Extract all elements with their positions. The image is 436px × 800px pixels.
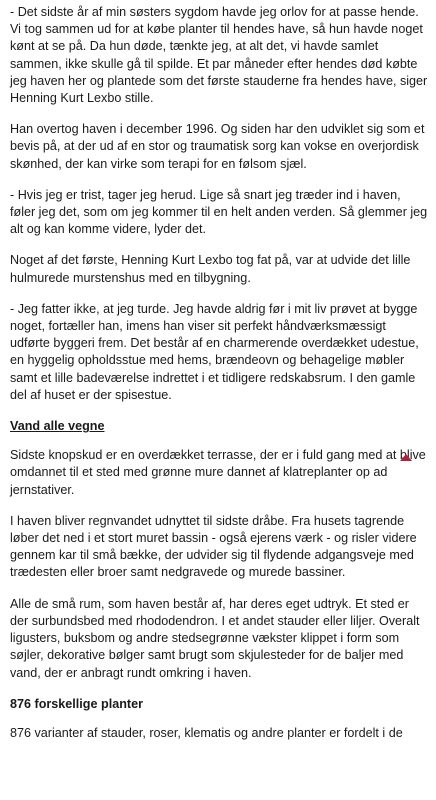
scroll-up-arrow-icon[interactable] [400,454,412,461]
article-body [10,4,428,756]
paragraph-5: - Jeg fatter ikke, at jeg turde. Jeg havde aldrig før i mit liv prøvet at bygge noget, fortæller han, imens han viser sit perfekt håndværksmæssigt udførte byggeri frem. Det består af en charmerende overdækket udestue, en hyggelig opholdsstue med hems, brændeovn og behagelige møbler samt et lille badeværelse indrettet i et tidligere redskabsrum. I den gamle del af huset er der spisestue. [10,301,419,402]
paragraph-1: - Det sidste år af min søsters sygdom havde jeg orlov for at passe hende. Vi tog sammen ud for at købe planter til hendes have, så hun havde noget kønt at se på. Da hun døde, tænkte jeg, at alt det, vi havde samlet sammen, ikke skulle gå til spilde. Et par måneder efter hendes død købte jeg haven her og plantede som det første stauderne fra hendes have, siger Henning Kurt Lexbo stille. [10,5,428,106]
paragraph-3: - Hvis jeg er trist, tager jeg herud. Lige så snart jeg træder ind i haven, føler jeg det, som om jeg kommer til en helt anden verden. Så glemmer jeg alt og kan komme videre, lyder det. [10,187,428,237]
paragraph-6: Sidste knopskud er en overdækket terrasse, der er i fuld gang med at blive omdannet til et sted med grønne mure dannet af klatreplanter op ad jernstativer. [10,448,426,497]
section-heading-vand: Vand alle vegne [10,419,105,434]
paragraph-2: Han overtog haven i december 1996. Og siden har den udviklet sig som et bevis på, at der ud af en stor og traumatisk sorg kan vokse en overjordisk skønhed, der kan virke som terapi for en følsom sjæl. [10,122,425,171]
paragraph-9: 876 varianter af stauder, roser, klematis og andre planter er fordelt i de [10,725,403,740]
section-heading-planter: 876 forskellige planter [10,696,143,711]
paragraph-4: Noget af det første, Henning Kurt Lexbo tog fat på, var at udvide det lille hulmurede murstenshus med en tilbygning. [10,253,411,285]
paragraph-8: Alle de små rum, som haven består af, har deres eget udtryk. Et sted er der surbundsbed med rhododendron. I et andet stauder eller liljer. Overalt ligusters, buksbom og andre stedsegrønne vækster klippet i form som søjler, dekorative bølger samt brugt som skjulesteder for de baljer med vand, der er anbragt rundt omkring i haven. [10,596,420,680]
paragraph-7: I haven bliver regnvandet udnyttet til sidste dråbe. Fra husets tagrende løber det ned i et stort muret bassin - også ejerens værk - og risler videre gennem kar til små bække, der udvider sig til flydende adgangsveje med trædesten eller broer samt nedgravede og murede bassiner. [10,513,417,580]
